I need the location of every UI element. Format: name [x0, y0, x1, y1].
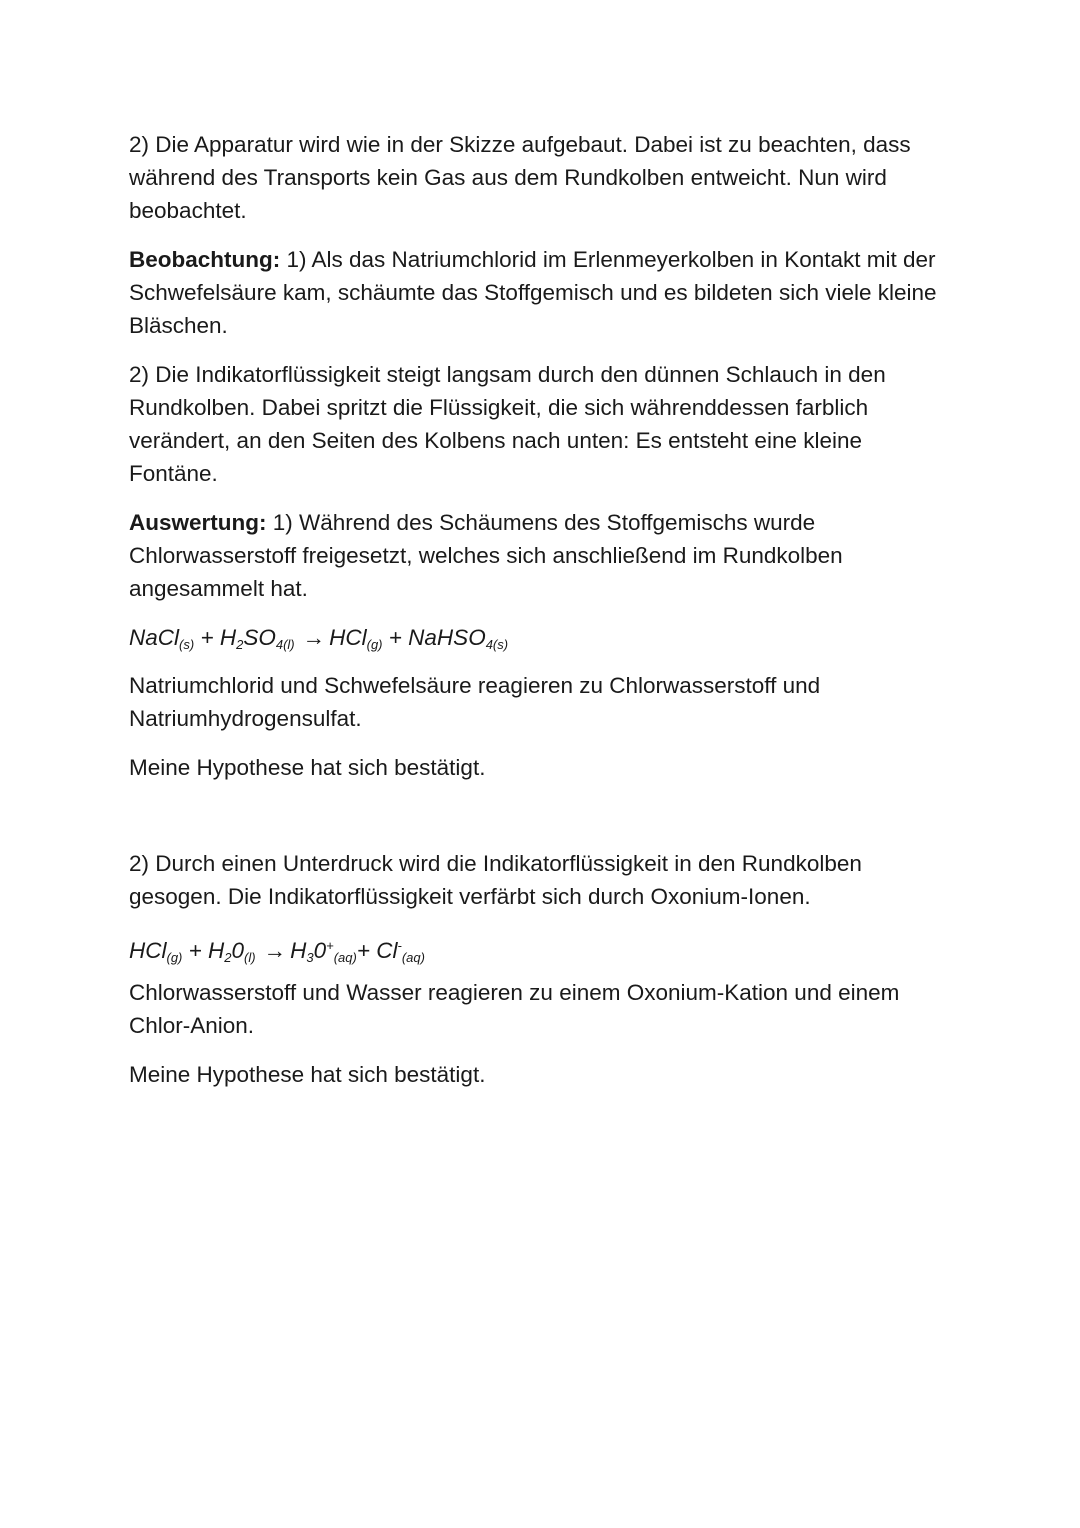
observation-label: Beobachtung: — [129, 247, 281, 272]
eq2-h-sub: 2 — [224, 950, 232, 965]
eq1-so-sub: 4(l) — [275, 637, 295, 652]
eq1-h-sub: 2 — [236, 637, 244, 652]
evaluation-1-text: 1) Während des Schäumens des Stoffgemischs wurde Chlorwasserstoff freigesetzt, welches sich anschließend im Rundkolben angesammelt hat. — [129, 510, 843, 601]
eq1-nahso4-sub: 4(s) — [485, 637, 509, 652]
observation-2: 2) Die Indikatorflüssigkeit steigt langsam durch den dünnen Schlauch in den Rundkolben. Dabei spritzt die Flüssigkeit, die sich währenddessen farblich verändert, an den Seiten des Kolbens nach unten: Es entsteht eine kleine Fontäne. — [129, 362, 886, 486]
eq2-plus: + — [182, 938, 209, 963]
equation-1 — [129, 621, 949, 661]
eq1-nacl: NaCl — [129, 625, 180, 650]
eq2-h3o-h: H — [290, 938, 307, 963]
eq2-cl: Cl — [376, 938, 398, 963]
evaluation-label: Auswertung: — [129, 510, 267, 535]
evaluation-1-summary: Natriumchlorid und Schwefelsäure reagieren zu Chlorwasserstoff und Natriumhydrogensulfat. — [129, 673, 821, 731]
hypothesis-2: Meine Hypothese hat sich bestätigt. — [129, 1062, 486, 1087]
hypothesis-1: Meine Hypothese hat sich bestätigt. — [129, 755, 486, 780]
eq1-plus: + — [194, 625, 220, 650]
eq2-o: 0 — [231, 938, 245, 963]
eq1-plus-2: + — [382, 625, 409, 650]
observation-1-text: 1) Als das Natriumchlorid im Erlenmeyerkolben in Kontakt mit der Schwefelsäure kam, schäumte das Stoffgemisch und es bildeten sich viele kleine Bläschen. — [129, 247, 937, 338]
eq2-h: H — [208, 938, 225, 963]
eq2-hcl: HCl — [129, 938, 167, 963]
eq1-nahso4: NaHSO — [408, 625, 486, 650]
eq1-h: H — [219, 625, 237, 650]
eq1-nacl-state: (s) — [179, 637, 195, 652]
eq1-hcl-state: (g) — [366, 637, 383, 652]
evaluation-2-summary: Chlorwasserstoff und Wasser reagieren zu einem Oxonium-Kation und einem Chlor-Anion. — [129, 980, 900, 1038]
equation-2 — [129, 929, 949, 974]
eq2-h3o-sub: 3 — [306, 950, 314, 965]
eq2-cl-charge: - — [397, 938, 402, 953]
reaction-arrow-icon: → — [302, 625, 326, 650]
evaluation-1 — [129, 506, 949, 605]
reaction-arrow-icon: → — [263, 938, 287, 963]
observation-1 — [129, 243, 949, 342]
eq2-plus-2: + — [356, 938, 377, 963]
setup-step-2: 2) Die Apparatur wird wie in der Skizze aufgebaut. Dabei ist zu beachten, dass während des Transports kein Gas aus dem Rundkolben entweicht. Nun wird beobachtet. — [129, 132, 911, 223]
eq2-hcl-state: (g) — [166, 950, 183, 965]
eq2-h3o-charge: + — [326, 938, 334, 953]
evaluation-2: 2) Durch einen Unterdruck wird die Indikatorflüssigkeit in den Rundkolben gesogen. Die Indikatorflüssigkeit verfärbt sich durch Oxonium-Ionen. — [129, 851, 862, 909]
eq2-h3o-o: 0 — [313, 938, 327, 963]
eq2-h2o-state: (l) — [244, 950, 256, 965]
eq2-h3o-state: (aq) — [333, 950, 357, 965]
eq2-cl-state: (aq) — [401, 950, 425, 965]
eq1-hcl: HCl — [329, 625, 367, 650]
eq1-so: SO — [243, 625, 276, 650]
